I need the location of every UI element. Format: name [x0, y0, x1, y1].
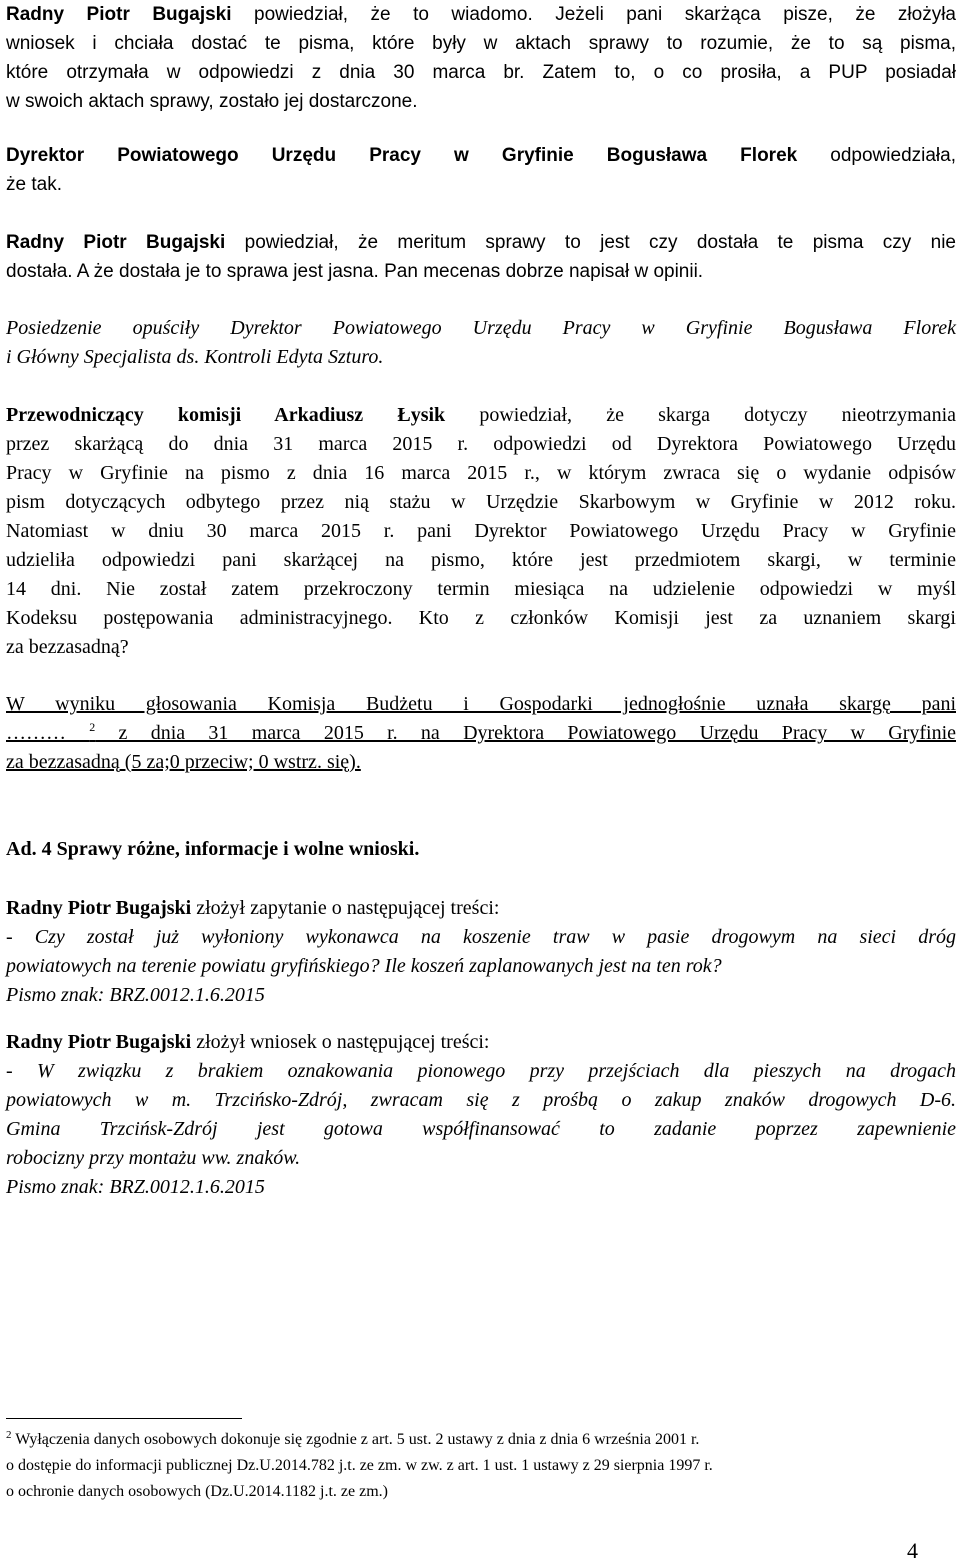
speaker-name: Radny Piotr Bugajski	[6, 1031, 192, 1053]
text-span: Wyłączenia danych osobowych dokonuje się zgodnie z art. 5 ust. 2 ustawy z dnia z dnia 6 września 2001 r.	[11, 1431, 700, 1448]
text-line: pism dotyczących odbytego przez nią stażu w Urzędzie Skarbowym w Gryfinie w 2012 roku.	[6, 491, 956, 513]
paragraph-vote-result	[6, 690, 956, 777]
text-line: za bezzasadną?	[6, 636, 129, 658]
paragraph-bugajski-2	[6, 228, 956, 286]
text-line: Pismo znak: BRZ.0012.1.6.2015	[6, 1176, 265, 1198]
paragraph-wniosek	[6, 1028, 956, 1202]
text-line: robocizny przy montażu ww. znaków.	[6, 1147, 301, 1169]
text-span: powiedział, że to wiadomo. Jeżeli pani skarżąca pisze, że złożyła	[231, 4, 956, 25]
text-line: Kodeksu postępowania administracyjnego. Kto z członków Komisji jest za uznaniem skargi	[6, 607, 956, 629]
text-span: złożył zapytanie o następującej treści:	[191, 897, 500, 919]
text-line	[6, 1427, 956, 1453]
text-span: z dnia 31 marca 2015 r. na Dyrektora Powiatowego Urzędu Pracy w Gryfinie	[95, 722, 956, 744]
text-line: powiatowych na terenie powiatu gryfińskiego? Ile koszeń zaplanowanych jest na ten rok?	[6, 955, 722, 977]
text-line: - W związku z brakiem oznakowania pionowego przy przejściach dla pieszych na drogach	[6, 1060, 956, 1082]
text-line: które otrzymała w odpowiedzi z dnia 30 marca br. Zatem to, o co prosiła, a PUP posiadał	[6, 62, 956, 83]
text-span: powiedział, że skarga dotyczy nieotrzymania	[445, 404, 956, 426]
paragraph-przewodniczacy	[6, 401, 956, 662]
speaker-name: Radny Piotr Bugajski	[6, 4, 232, 25]
text-line: przez skarżącą do dnia 31 marca 2015 r. odpowiedzi od Dyrektora Powiatowego Urzędu	[6, 433, 956, 455]
text-line: Gmina Trzcińsk-Zdrój jest gotowa współfinansować to zadanie poprzez zapewnienie	[6, 1118, 956, 1140]
text-line	[6, 719, 956, 748]
speaker-name: Przewodniczący komisji Arkadiusz Łysik	[6, 404, 446, 426]
text-line: W wyniku głosowania Komisja Budżetu i Gospodarki jednogłośnie uznała skargę pani	[6, 693, 956, 715]
paragraph-bugajski-1	[6, 0, 956, 116]
paragraph-zapytanie	[6, 894, 956, 1010]
text-line: wniosek i chciała dostać te pisma, które były w aktach sprawy to rozumie, że to są pisma,	[6, 33, 956, 54]
text-line: dostała. A że dostała je to sprawa jest jasna. Pan mecenas dobrze napisał w opinii.	[6, 261, 704, 282]
text-line	[6, 141, 956, 170]
text-line	[6, 894, 956, 923]
text-line: Posiedzenie opuściły Dyrektor Powiatowego Urzędu Pracy w Gryfinie Bogusława Florek	[6, 317, 956, 339]
speaker-name: Dyrektor Powiatowego Urzędu Pracy w Gryfinie Bogusława Florek	[6, 145, 798, 166]
text-line: powiatowych w m. Trzcińsko-Zdrój, zwracam się z prośbą o zakup znaków drogowych D-6.	[6, 1089, 956, 1111]
footnote-marker: 2	[6, 1429, 12, 1441]
text-line: udzieliła odpowiedzi pani skarżącej na pismo, które jest przedmiotem skargi, w terminie	[6, 549, 956, 571]
text-span: powiedział, że meritum sprawy to jest czy dostała te pisma czy nie	[225, 232, 956, 253]
paragraph-dyrektor	[6, 141, 956, 199]
text-line: o ochronie danych osobowych (Dz.U.2014.1182 j.t. ze zm.)	[6, 1483, 388, 1500]
paragraph-departure	[6, 314, 956, 372]
section-heading	[6, 835, 956, 864]
anonymized-placeholder: ………	[6, 722, 90, 744]
text-line	[6, 401, 956, 430]
text-line: - Czy został już wyłoniony wykonawca na koszenie traw w pasie drogowym na sieci dróg	[6, 926, 956, 948]
page-number: 4	[907, 1538, 918, 1563]
text-line	[6, 1028, 956, 1057]
text-line: w swoich aktach sprawy, zostało jej dostarczone.	[6, 91, 418, 112]
text-line	[6, 0, 956, 29]
text-line: za bezzasadną (5 za;0 przeciw; 0 wstrz. się).	[6, 751, 361, 773]
text-span: złożył wniosek o następującej treści:	[191, 1031, 490, 1053]
text-span: odpowiedziała,	[797, 145, 956, 166]
speaker-name: Radny Piotr Bugajski	[6, 897, 192, 919]
text-line: i Główny Specjalista ds. Kontroli Edyta Szturo.	[6, 346, 384, 368]
text-line: Natomiast w dniu 30 marca 2015 r. pani Dyrektor Powiatowego Urzędu Pracy w Gryfinie	[6, 520, 956, 542]
footnote-reference: 2	[89, 720, 96, 734]
footnote	[6, 1427, 956, 1505]
footnote-separator	[6, 1418, 242, 1419]
text-line: o dostępie do informacji publicznej Dz.U.2014.782 j.t. ze zm. w zw. z art. 1 ust. 1 ustawy z 29 sierpnia 1997 r.	[6, 1457, 713, 1474]
text-line: Pismo znak: BRZ.0012.1.6.2015	[6, 984, 265, 1006]
text-line	[6, 228, 956, 257]
heading-text: Ad. 4 Sprawy różne, informacje i wolne wnioski.	[6, 838, 420, 860]
text-line: Pracy w Gryfinie na pismo z dnia 16 marca 2015 r., w którym zwraca się o wydanie odpisów	[6, 462, 956, 484]
speaker-name: Radny Piotr Bugajski	[6, 232, 226, 253]
text-line: 14 dni. Nie został zatem przekroczony termin miesiąca na udzielenie odpowiedzi w myśl	[6, 578, 956, 600]
text-line: że tak.	[6, 174, 62, 195]
